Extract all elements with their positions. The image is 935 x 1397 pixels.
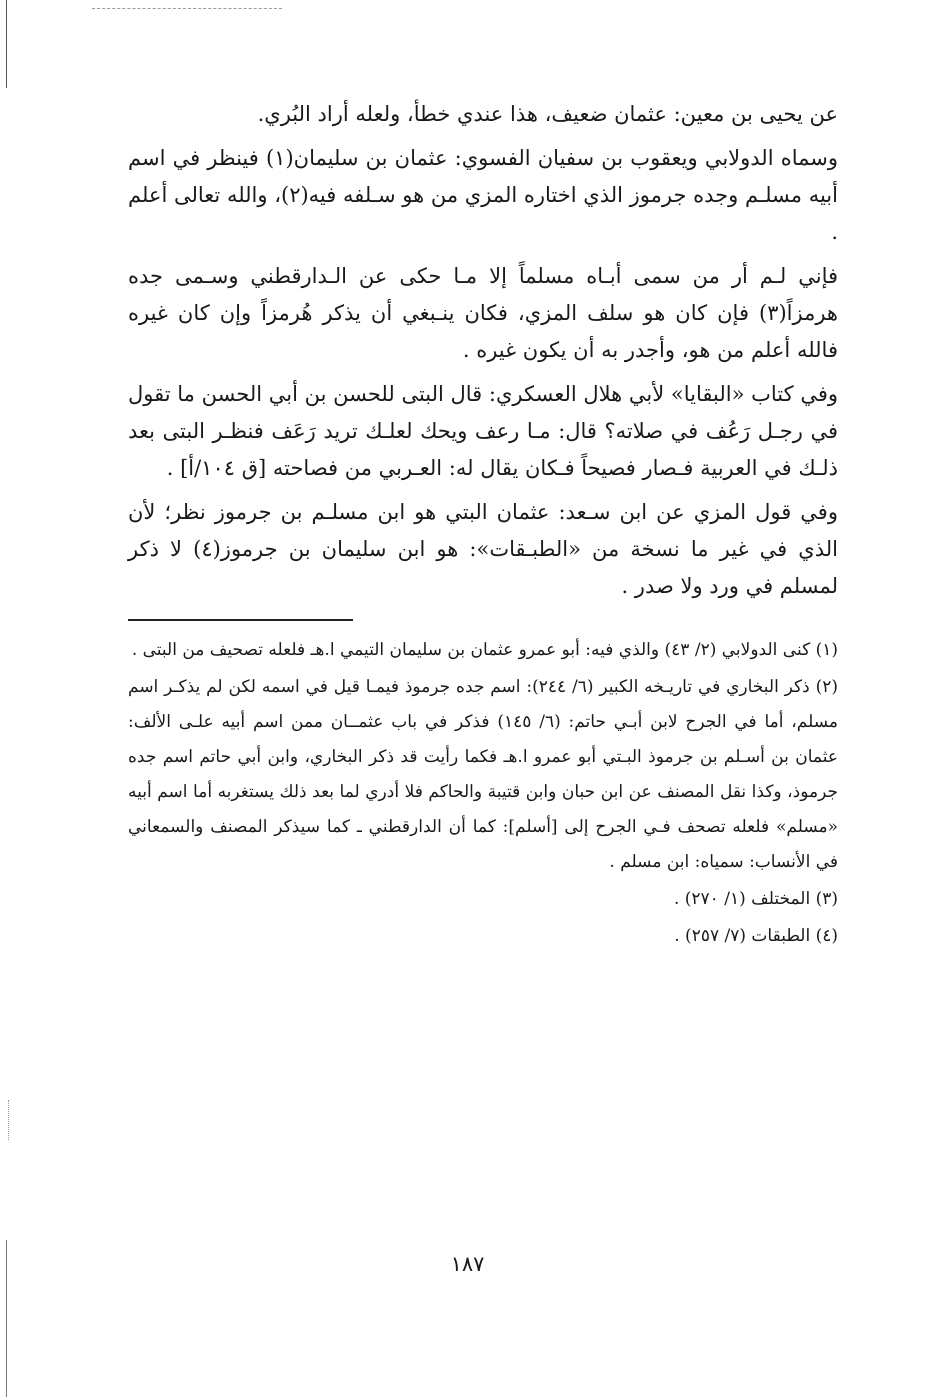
body-paragraph-3: فإني لـم أر من سمى أبـاه مسلماً إلا مـا حكى عن الـدارقطني وسـمى جده هرمزاً(٣) فإن كان هو سلف المزي، فكان ينـبغي أن يذكر هُرمزاً وإن كان غيره فالله أعلم من هو، وأجدر به أن يكون غيره . [128,264,839,362]
body-paragraph-5: وفي قول المزي عن ابن سـعد: عثمان البتي هو ابن مسلـم بن جرموز نظر؛ لأن الذي في غير ما نسخة من «الطبـقات»: هو ابن سليمان بن جرموز(٤) لا ذكر لمسلم في ورد ولا صدر . [128,500,838,598]
body-paragraph-2: وسماه الدولابي ويعقوب بن سفيان الفسوي: عثمان بن سليمان(١) فينظر في اسم أبيه مسلـم وجده جرموز الذي اختاره المزي من هو سـلفه فيه(٢)، والله تعالى أعلم . [128,146,838,244]
body-paragraph-4: وفي كتاب «البقايا» لأبي هلال العسكري: قال البتى للحسن بن أبي الحسن ما تقول في رجـل رَعُف في صلاته؟ قال: مـا رعف ويحك لعلـك تريد رَعَف فنظـر البتى بعد ذلـك في العربية فـصار فصيحاً فـكان يقال له: العـربي من فصاحته [ق ١٠٤/أ] . [128,382,838,480]
body-paragraph-1: عن يحيى بن معين: عثمان ضعيف، هذا عندي خطأ، ولعله أراد البُري. [257,102,838,126]
footnote-3: (٣) المختلف (١/ ٢٧٠) . [673,889,838,909]
footnote-separator [128,619,353,621]
footnote-1: (١) كنى الدولابي (٢/ ٤٣) والذي فيه: أبو عمرو عثمان بن سليمان التيمي ا.هـ فلعله تصحيف من البتى . [131,640,838,660]
footnote-4: (٤) الطبقات (٧/ ٢٥٧) . [674,926,838,946]
page-number: ١٨٧ [450,1252,485,1276]
footnote-separator-wrap [128,612,838,633]
scan-edge-mark-top [92,8,282,9]
scan-edge-dots [8,1100,9,1140]
page-content [128,96,838,956]
footnote-2: (٢) ذكر البخاري في تاريـخه الكبير (٦/ ٢٤٤): اسم جده جرموذ فيمـا قيل في اسمه لكن لم يذكـر اسم مسلم، أما في الجرح لابن أبـي حاتم: (٦/ ١٤٥) فذكر في باب عثمــان ممن اسم أبيه علـى الألف: عثمان بن أسـلم بن جرموذ البـتي أبو عمرو ا.هـ فكما رأيت قد ذكر البخاري، وابن أبي حاتم اسم جده جرموذ، وكذا نقل المصنف عن ابن حبان وابن قتيبة والحاكم فلا أدري لما بعد ذلك يستغربه أما اسم أبيه «مسلم» فلعله تصحف فـي الجرح إلى [أسلم]: كما أن الدارقطني ـ كما سيذكر المصنف والسمعاني في الأنساب: سمياه: ابن مسلم . [128,677,838,872]
scan-edge-mark-left [6,0,7,88]
